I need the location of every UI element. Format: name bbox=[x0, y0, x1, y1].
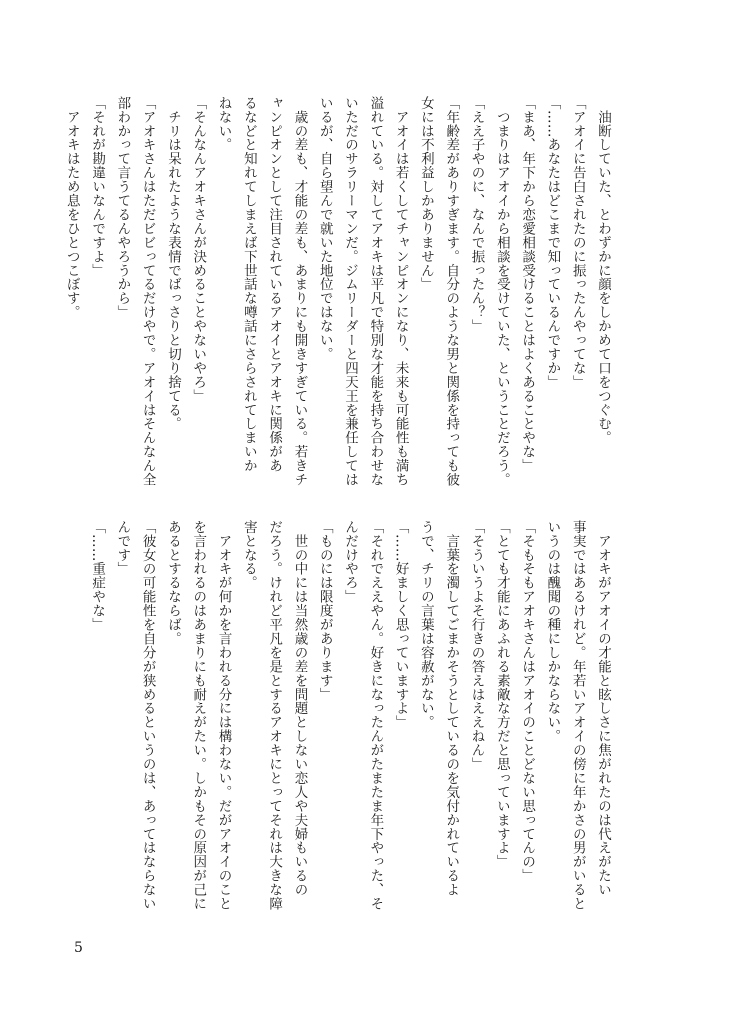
text-block-bottom bbox=[89, 520, 615, 928]
text-line: 世の中には当然歳の差を問題としない恋人や夫婦もいるの bbox=[291, 520, 308, 897]
text-line: 「そもそもアオキさんはアオイのことどない思ってんの」 bbox=[519, 520, 536, 883]
page-number: 5 bbox=[74, 940, 83, 956]
text-line: 油断していた、とわずかに顔をしかめて口をつぐむ。 bbox=[595, 96, 611, 445]
text-line: 「それが勘違いなんですよ」 bbox=[89, 96, 106, 278]
text-line: 部わかって言うてるんやろうから」 bbox=[114, 96, 131, 320]
text-block-top bbox=[63, 96, 615, 504]
text-line: アオキがアオイの才能と眩しさに焦がれたのは代えがたい bbox=[595, 520, 611, 897]
text-line: 「年齢差がありすぎます。自分のような男と関係を持っても彼 bbox=[443, 96, 460, 487]
text-line: だろう。けれど平凡を是とするアオキにとってそれは大きな障 bbox=[266, 520, 283, 911]
text-line: ャンピオンとして注目されているアオイとアオキに関係があ bbox=[266, 96, 283, 473]
text-line: 言葉を濁してごまかそうとしているのを気付かれているよ bbox=[443, 520, 460, 897]
text-line: 「……重症やな」 bbox=[89, 520, 106, 632]
text-line: 「アオキさんはただビビってるだけやで。アオイはそんなん全 bbox=[139, 96, 156, 487]
text-line: 「とても才能にあふれる素敵な方だと思っていますよ」 bbox=[493, 520, 510, 869]
text-line: んだけやろ」 bbox=[342, 520, 359, 604]
text-line: ねない。 bbox=[215, 96, 232, 152]
text-line: 事実ではあるけれど。年若いアオイの傍に年かさの男がいると bbox=[569, 520, 586, 911]
text-line: チリは呆れたような表情でばっさりと切り捨てる。 bbox=[164, 96, 181, 431]
text-line: 「彼女の可能性を自分が狭めるというのは、あってはならない bbox=[139, 520, 156, 911]
text-line: つまりはアオイから相談を受けていた、ということだろう。 bbox=[493, 96, 510, 487]
text-line: 「そんなんアオキさんが決めることやないやろ」 bbox=[190, 96, 207, 403]
text-line: 「アオイに告白されたのに振ったんやってな」 bbox=[569, 96, 586, 389]
text-line: いうのは醜聞の種にしかならない。 bbox=[544, 520, 561, 744]
text-line: んです」 bbox=[114, 520, 131, 576]
text-line: 害となる。 bbox=[240, 520, 257, 590]
text-line: 「ええ子やのに、なんで振ったん？」 bbox=[468, 96, 485, 334]
text-line: 「それでええやん。好きになったんがたまたま年下やった、そ bbox=[367, 520, 384, 911]
text-line: うで、チリの言葉は容赦がない。 bbox=[417, 520, 434, 730]
text-line: 「まあ、年下から恋愛相談受けることはよくあることやな」 bbox=[519, 96, 536, 473]
text-line: 「ものには限度があります」 bbox=[316, 520, 333, 702]
text-line: 溢れている。対してアオキは平凡で特別な才能を持ち合わせな bbox=[367, 96, 384, 487]
text-line: アオキが何かを言われる分には構わない。だがアオイのこと bbox=[215, 520, 232, 911]
text-line: 「そういうよそ行きの答えはええねん」 bbox=[468, 520, 485, 772]
text-line: 歳の差も、才能の差も、あまりにも開きすぎている。若きチ bbox=[291, 96, 308, 487]
text-line: アオキはため息をひとつこぼす。 bbox=[63, 96, 80, 320]
text-line: あるとするならば。 bbox=[164, 520, 181, 646]
text-line: を言われるのはあまりにも耐えがたい。しかもその原因が己に bbox=[190, 520, 207, 911]
text-line: 「……好ましく思っていますよ」 bbox=[392, 520, 409, 730]
text-line: いるが、自ら望んで就いた地位ではない。 bbox=[316, 96, 333, 362]
text-line: いただのサラリーマンだ。ジムリーダーと四天王を兼任しては bbox=[342, 96, 359, 487]
text-line: 「……あなたはどこまで知っているんですか」 bbox=[544, 96, 561, 389]
text-line: 女には不利益しかありません」 bbox=[417, 96, 434, 292]
text-line: アオイは若くしてチャンピオンになり、未来も可能性も満ち bbox=[392, 96, 409, 487]
text-line: るなどと知れてしまえば下世話な噂話にさらされてしまいか bbox=[240, 96, 257, 473]
